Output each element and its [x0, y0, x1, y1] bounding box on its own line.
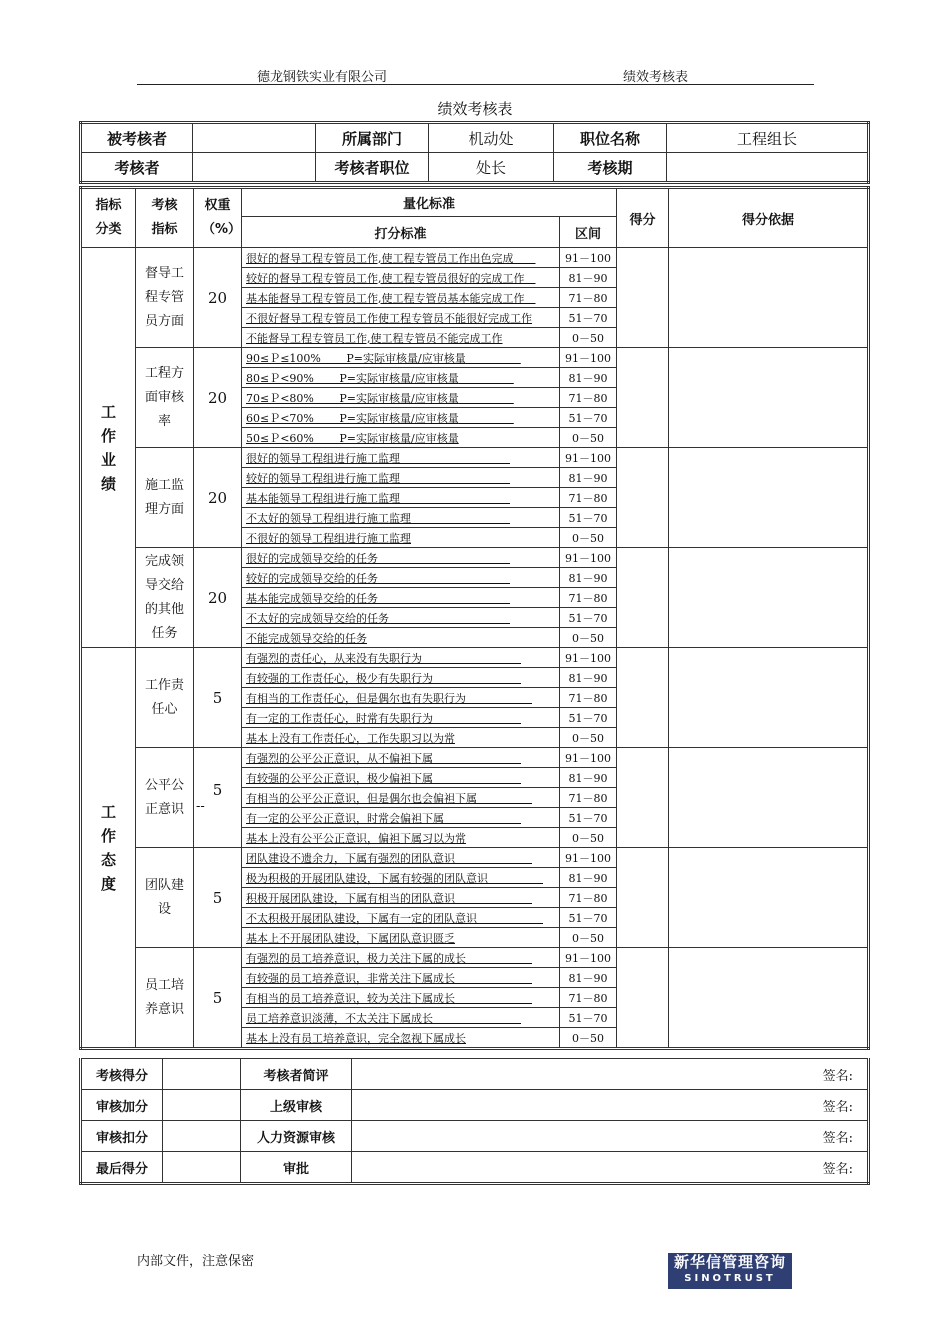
criteria-fill: ＿＿＿＿＿＿＿ [455, 971, 532, 985]
summary-value-field[interactable] [163, 1121, 241, 1152]
criteria-text [242, 388, 560, 408]
criteria-text [242, 548, 560, 568]
criteria-fill: ＿＿＿＿＿ [477, 791, 532, 805]
criteria-desc: 有相当的员工培养意识，较为关注下属成长 [246, 991, 455, 1005]
criteria-text [242, 768, 560, 788]
criteria-range: 81－90 [560, 468, 617, 488]
criteria-desc: 较好的督导工程专管员工作,使工程专管员很好的完成工作 [246, 271, 525, 285]
criteria-text [242, 368, 560, 388]
criteria-text [242, 448, 560, 468]
criteria-range: 81－90 [560, 568, 617, 588]
table-head-row [81, 188, 869, 217]
criteria-range: 71－80 [560, 888, 617, 908]
criteria-text [242, 948, 560, 968]
criteria-desc: 基本上不开展团队建设，下属团队意识匮乏 [246, 931, 455, 945]
criteria-desc: 团队建设不遗余力，下属有强烈的团队意识 [246, 851, 455, 865]
appraisee-field[interactable] [193, 123, 316, 153]
criteria-desc: 基本能完成领导交给的任务 [246, 591, 378, 605]
info-row [81, 153, 869, 183]
criteria-text [242, 1028, 560, 1049]
criteria-desc: 80≤Ｐ<90% P=实际审核量/应审核量 [246, 371, 459, 385]
weight-value: 20 [207, 588, 228, 607]
criteria-desc: 基本上没有公平公正意识，偏袒下属习以为常 [246, 831, 466, 845]
criteria-desc: 基本能领导工程组进行施工监理 [246, 491, 400, 505]
info-label: 所属部门 [316, 123, 429, 153]
indicator-name: 员工培养意识 [136, 948, 194, 1049]
indicator-weight [194, 448, 242, 548]
head-indicator: 考核指标 [136, 188, 194, 248]
criteria-range: 51－70 [560, 608, 617, 628]
basis-cell[interactable] [669, 848, 869, 948]
criteria-range: 0－50 [560, 1028, 617, 1049]
score-cell[interactable] [617, 648, 669, 748]
category-label: 工作业绩 [81, 248, 136, 648]
criteria-desc: 不能完成领导交给的任务 [246, 631, 367, 645]
page-title: 绩效考核表 [437, 100, 513, 118]
criteria-text [242, 508, 560, 528]
info-label: 考核期 [554, 153, 667, 183]
indicator-weight [194, 948, 242, 1049]
criteria-range: 0－50 [560, 928, 617, 948]
criteria-text [242, 668, 560, 688]
criteria-desc: 极为积极的开展团队建设，下属有较强的团队意识 [246, 871, 488, 885]
criteria-desc: 有一定的工作责任心，时常有失职行为 [246, 711, 433, 725]
criteria-range: 51－70 [560, 908, 617, 928]
criteria-range: 91－100 [560, 448, 617, 468]
summary-row [81, 1059, 869, 1090]
criteria-fill: ＿＿＿＿＿＿＿ [455, 891, 532, 905]
criteria-fill: ＿＿＿＿＿＿＿＿＿＿ [400, 471, 510, 485]
criteria-text [242, 748, 560, 768]
criteria-range: 71－80 [560, 288, 617, 308]
criteria-range: 51－70 [560, 1008, 617, 1028]
criteria-desc: 70≤Ｐ<80% P=实际审核量/应审核量 [246, 391, 459, 405]
criteria-text [242, 628, 560, 648]
signature-field[interactable]: 签名: [352, 1121, 869, 1152]
criteria-desc: 有较强的员工培养意识，非常关注下属成长 [246, 971, 455, 985]
criteria-fill: ＿＿＿＿＿＿ [466, 691, 532, 705]
criteria-fill: ＿＿＿＿＿＿＿＿ [433, 711, 521, 725]
criteria-row [81, 548, 869, 568]
criteria-range: 91－100 [560, 948, 617, 968]
criteria-text [242, 828, 560, 848]
logo-cn: 新华信管理咨询 [673, 1253, 786, 1271]
weight-note: -- [196, 799, 205, 814]
criteria-desc: 基本上没有工作责任心，工作失职习以为常 [246, 731, 455, 745]
criteria-row [81, 748, 869, 768]
criteria-fill: ＿＿＿＿＿＿＿＿ [433, 771, 521, 785]
indicator-name: 团队建设 [136, 848, 194, 948]
criteria-text [242, 468, 560, 488]
criteria-text [242, 608, 560, 628]
head-scoring: 打分标准 [242, 217, 560, 248]
info-label: 考核者 [81, 153, 193, 183]
criteria-desc: 不很好督导工程专管员工作使工程专管员不能很好完成工作 [246, 311, 532, 325]
criteria-fill: ＿＿＿＿＿ [458, 391, 514, 405]
criteria-row [81, 348, 869, 368]
criteria-range: 51－70 [560, 808, 617, 828]
criteria-text [242, 268, 560, 288]
criteria-fill: ＿＿＿＿＿＿＿＿ [433, 1011, 521, 1025]
criteria-range: 0－50 [560, 628, 617, 648]
criteria-desc: 很好的完成领导交给的任务 [246, 551, 378, 565]
criteria-fill: ＿＿＿＿＿＿ [466, 951, 532, 965]
criteria-text [242, 648, 560, 668]
score-cell[interactable] [617, 848, 669, 948]
criteria-desc: 不太好的完成领导交给的任务 [246, 611, 389, 625]
criteria-desc: 较好的领导工程组进行施工监理 [246, 471, 400, 485]
criteria-range: 0－50 [560, 828, 617, 848]
criteria-text [242, 908, 560, 928]
criteria-text [242, 568, 560, 588]
summary-value-field[interactable] [163, 1152, 241, 1184]
signature-field[interactable]: 签名: [352, 1152, 869, 1184]
criteria-row [81, 248, 869, 268]
criteria-range: 81－90 [560, 268, 617, 288]
criteria-desc: 很好的督导工程专管员工作,使工程专管员工作出色完成 [246, 251, 514, 265]
criteria-fill: ＿＿＿＿＿ [488, 871, 543, 885]
criteria-fill: ＿＿＿＿＿＿＿ [455, 991, 532, 1005]
info-row [81, 123, 869, 153]
signature-field[interactable]: 签名: [352, 1059, 869, 1090]
criteria-fill: ＿ [524, 291, 536, 305]
criteria-fill: ＿＿＿＿＿＿＿＿ [433, 751, 521, 765]
criteria-desc: 有较强的公平公正意识，极少偏袒下属 [246, 771, 433, 785]
criteria-text [242, 808, 560, 828]
summary-label: 审核加分 [81, 1090, 163, 1121]
criteria-text [242, 348, 560, 368]
basis-cell[interactable] [669, 748, 869, 848]
weight-value: 20 [207, 288, 228, 307]
indicator-name: 施工监理方面 [136, 448, 194, 548]
criteria-range: 91－100 [560, 848, 617, 868]
criteria-fill: ＿＿＿＿＿＿＿＿＿＿＿＿ [378, 551, 510, 565]
basis-cell[interactable] [669, 448, 869, 548]
criteria-desc: 90≤Ｐ≤100% P=实际审核量/应审核量 [246, 351, 466, 365]
criteria-desc: 员工培养意识淡薄，不太关注下属成长 [246, 1011, 433, 1025]
criteria-text [242, 888, 560, 908]
company-name: 德龙钢铁实业有限公司 [257, 70, 388, 85]
criteria-text [242, 928, 560, 948]
summary-label: 审核扣分 [81, 1121, 163, 1152]
criteria-text [242, 528, 560, 548]
indicator-name: 公平公正意识 [136, 748, 194, 848]
appraiser-field[interactable] [193, 153, 316, 183]
criteria-range: 91－100 [560, 748, 617, 768]
logo-en: SINOTRUST [684, 1273, 776, 1284]
appraisal-table [79, 186, 870, 1050]
header-doc-name: 绩效考核表 [623, 70, 689, 85]
criteria-text [242, 1008, 560, 1028]
department-field[interactable]: 机动处 [429, 123, 554, 153]
head-basis: 得分依据 [669, 188, 869, 248]
criteria-text [242, 788, 560, 808]
criteria-range: 0－50 [560, 428, 617, 448]
weight-value: 5 [212, 888, 223, 907]
score-cell[interactable] [617, 348, 669, 448]
indicator-weight [194, 648, 242, 748]
criteria-desc: 有相当的公平公正意识，但是偶尔也会偏袒下属 [246, 791, 477, 805]
criteria-desc: 有较强的工作责任心，极少有失职行为 [246, 671, 433, 685]
criteria-range: 51－70 [560, 708, 617, 728]
criteria-fill: ＿＿＿＿＿＿＿＿＿ [422, 651, 521, 665]
criteria-text [242, 728, 560, 748]
indicator-weight [194, 348, 242, 448]
summary-row [81, 1152, 869, 1184]
summary-row [81, 1090, 869, 1121]
indicator-name: 工程方面审核率 [136, 348, 194, 448]
head-score: 得分 [617, 188, 669, 248]
weight-value: 20 [207, 388, 228, 407]
head-quant: 量化标准 [242, 188, 617, 217]
criteria-desc: 不太好的领导工程组进行施工监理 [246, 511, 411, 525]
criteria-text [242, 868, 560, 888]
criteria-text [242, 328, 560, 348]
summary-table [79, 1058, 870, 1185]
summary-label: 考核得分 [81, 1059, 163, 1090]
criteria-fill: ＿＿＿＿＿ [465, 351, 521, 365]
weight-value: 5 [212, 781, 223, 799]
basis-cell[interactable] [669, 348, 869, 448]
criteria-range: 71－80 [560, 388, 617, 408]
criteria-range: 0－50 [560, 328, 617, 348]
criteria-range: 71－80 [560, 988, 617, 1008]
criteria-desc: 有强烈的员工培养意识，极力关注下属的成长 [246, 951, 466, 965]
criteria-desc: 很好的领导工程组进行施工监理 [246, 451, 400, 465]
score-cell[interactable] [617, 548, 669, 648]
criteria-desc: 60≤Ｐ<70% P=实际审核量/应审核量 [246, 411, 459, 425]
info-label: 考核者职位 [316, 153, 429, 183]
criteria-range: 91－100 [560, 348, 617, 368]
head-range: 区间 [560, 217, 617, 248]
criteria-range: 71－80 [560, 688, 617, 708]
score-cell[interactable] [617, 948, 669, 1049]
criteria-fill: ＿＿＿＿＿＿＿＿＿＿＿＿ [378, 571, 510, 585]
score-cell[interactable] [617, 748, 669, 848]
indicator-weight [194, 548, 242, 648]
criteria-fill: ＿＿＿＿＿＿＿＿＿＿ [400, 491, 510, 505]
criteria-range: 71－80 [560, 788, 617, 808]
summary-row [81, 1121, 869, 1152]
criteria-text [242, 308, 560, 328]
criteria-range: 81－90 [560, 868, 617, 888]
review-label: 上级审核 [241, 1090, 352, 1121]
signature-field[interactable]: 签名: [352, 1090, 869, 1121]
score-cell[interactable] [617, 448, 669, 548]
summary-label: 最后得分 [81, 1152, 163, 1184]
category-label: 工作态度 [81, 648, 136, 1049]
criteria-fill: ＿＿ [513, 251, 536, 265]
review-label: 考核者简评 [241, 1059, 352, 1090]
basis-cell[interactable] [669, 248, 869, 348]
criteria-text [242, 408, 560, 428]
indicator-weight [194, 748, 242, 848]
criteria-range: 81－90 [560, 968, 617, 988]
criteria-range: 51－70 [560, 308, 617, 328]
criteria-fill: ＿＿＿＿＿ [458, 371, 514, 385]
criteria-range: 91－100 [560, 248, 617, 268]
appraiser-position-field[interactable]: 处长 [429, 153, 554, 183]
criteria-range: 0－50 [560, 728, 617, 748]
score-cell[interactable] [617, 248, 669, 348]
criteria-desc: 不太积极开展团队建设，下属有一定的团队意识 [246, 911, 477, 925]
head-category: 指标分类 [81, 188, 136, 248]
criteria-range: 91－100 [560, 548, 617, 568]
criteria-range: 0－50 [560, 528, 617, 548]
criteria-desc: 50≤Ｐ<60% P=实际审核量/应审核量 [246, 431, 459, 445]
indicator-name: 督导工程专管员方面 [136, 248, 194, 348]
criteria-row [81, 448, 869, 468]
criteria-range: 71－80 [560, 588, 617, 608]
criteria-desc: 较好的完成领导交给的任务 [246, 571, 378, 585]
indicator-name: 完成领导交给的其他任务 [136, 548, 194, 648]
criteria-fill: ＿＿＿＿＿＿＿＿＿＿＿＿ [378, 591, 510, 605]
criteria-text [242, 428, 560, 448]
basis-cell[interactable] [669, 948, 869, 1049]
criteria-text [242, 588, 560, 608]
criteria-desc: 不很好的领导工程组进行施工监理 [246, 531, 411, 545]
criteria-range: 81－90 [560, 768, 617, 788]
criteria-text [242, 968, 560, 988]
weight-value: 20 [207, 488, 228, 507]
criteria-desc: 积极开展团队建设，下属有相当的团队意识 [246, 891, 455, 905]
criteria-desc: 不能督导工程专管员工作,使工程专管员不能完成工作 [246, 331, 503, 345]
criteria-row [81, 848, 869, 868]
criteria-fill: ＿＿＿＿＿＿＿＿＿＿＿ [389, 611, 510, 625]
indicator-name: 工作责任心 [136, 648, 194, 748]
basis-cell[interactable] [669, 548, 869, 648]
criteria-fill: ＿＿＿＿＿＿＿＿＿＿ [400, 451, 510, 465]
criteria-fill: ＿＿＿＿＿＿＿ [455, 851, 532, 865]
criteria-fill: ＿＿＿＿＿＿ [477, 911, 543, 925]
criteria-desc: 基本能督导工程专管员工作,使工程专管员基本能完成工作 [246, 291, 525, 305]
criteria-text [242, 988, 560, 1008]
criteria-range: 81－90 [560, 668, 617, 688]
criteria-range: 81－90 [560, 368, 617, 388]
period-field[interactable] [667, 153, 869, 183]
criteria-desc: 有强烈的责任心，从来没有失职行为 [246, 651, 422, 665]
criteria-range: 71－80 [560, 488, 617, 508]
info-label: 被考核者 [81, 123, 193, 153]
weight-value: 5 [212, 688, 223, 707]
review-label: 人力资源审核 [241, 1121, 352, 1152]
criteria-range: 51－70 [560, 408, 617, 428]
criteria-fill: ＿＿＿＿＿＿＿＿ [433, 671, 521, 685]
position-field[interactable]: 工程组长 [667, 123, 869, 153]
criteria-desc: 有强烈的公平公正意识，从不偏袒下属 [246, 751, 433, 765]
criteria-text [242, 708, 560, 728]
weight-value: 5 [212, 988, 223, 1007]
criteria-fill: ＿＿＿＿＿ [458, 411, 514, 425]
page-header [137, 66, 814, 85]
criteria-desc: 有一定的公平公正意识，时常会偏袒下属 [246, 811, 444, 825]
head-weight: 权重（%） [194, 188, 242, 248]
criteria-text [242, 688, 560, 708]
review-label: 审批 [241, 1152, 352, 1184]
criteria-desc: 基本上没有员工培养意识，完全忽视下属成长 [246, 1031, 466, 1045]
criteria-desc: 有相当的工作责任心，但是偶尔也有失职行为 [246, 691, 466, 705]
criteria-text [242, 488, 560, 508]
sinotrust-logo [668, 1253, 792, 1289]
criteria-text [242, 848, 560, 868]
criteria-row [81, 648, 869, 668]
criteria-fill: ＿＿＿＿＿＿＿ [444, 811, 521, 825]
criteria-range: 51－70 [560, 508, 617, 528]
criteria-text [242, 248, 560, 268]
criteria-fill: ＿＿＿＿＿＿＿＿＿ [411, 511, 510, 525]
indicator-weight [194, 248, 242, 348]
criteria-row [81, 948, 869, 968]
summary-value-field[interactable] [163, 1059, 241, 1090]
confidential-note: 内部文件，注意保密 [137, 1254, 255, 1269]
criteria-fill: ＿ [524, 271, 536, 285]
summary-value-field[interactable] [163, 1090, 241, 1121]
indicator-weight [194, 848, 242, 948]
info-label: 职位名称 [554, 123, 667, 153]
criteria-range: 91－100 [560, 648, 617, 668]
basis-cell[interactable] [669, 648, 869, 748]
criteria-text [242, 288, 560, 308]
info-table [79, 121, 870, 184]
